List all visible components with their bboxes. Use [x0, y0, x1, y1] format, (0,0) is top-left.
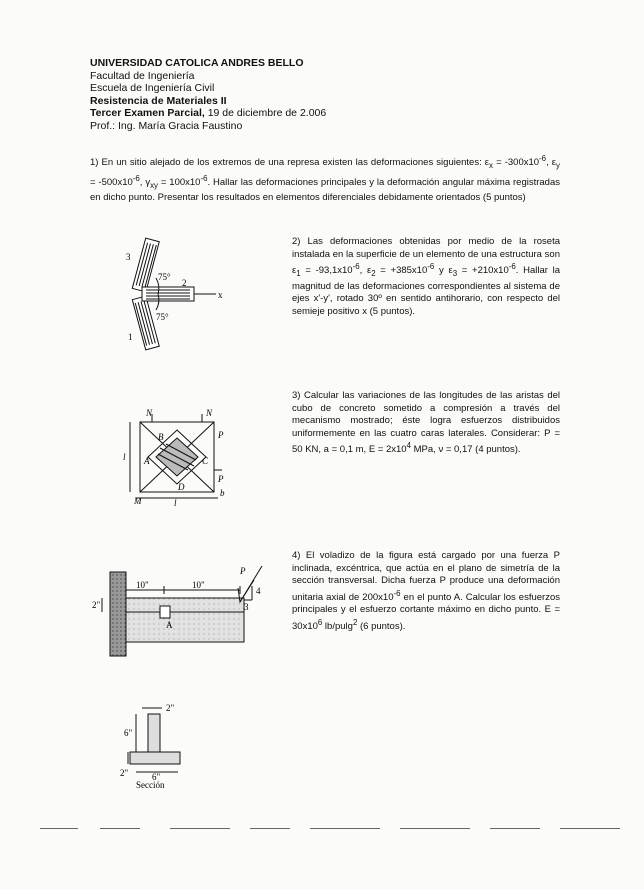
gauge-1-label: 1 — [128, 332, 133, 342]
t-section-figure — [120, 702, 216, 792]
problem-4-text: 4) El voladizo de la figura está cargado por una fuerza P inclinada, excéntrica, que actúa en el plano de simetría de la sección transversal. Dicha fuerza P produce una deformación unitaria axial de $200x10^{-6}$ en el punto A. Calcular los esfuerzos principales y el esfuerzo cortante máximo en dicho punto. $E = 30x10^6$ lb/pulg$^2$ (6 puntos). — [292, 550, 560, 632]
gauge-2-label: 2 — [182, 278, 187, 288]
scan-dash — [310, 828, 380, 829]
exam-line — [90, 107, 326, 120]
section-thick-dim: 2" — [120, 768, 129, 778]
exam-label: Tercer Examen Parcial, — [90, 107, 205, 119]
section-web-dim: 6" — [124, 728, 133, 738]
school-name: Escuela de Ingeniería Civil — [90, 82, 215, 94]
scan-dash — [560, 828, 620, 829]
problem-1-text: 1) En un sitio alejado de los extremos de una represa existen las deformaciones siguientes: $\varepsilon_x = -300x10^{-6}$, $\varepsilon_y = -500x10^{-6}$, $\gamma_{xy} = 100x10^{-6}$. Hallar las deformaciones principales y la deformación angular máxima registradas en dicho punto. Presentar los resultados en elementos diferenciales debidamente orientados (5 puntos) — [90, 154, 560, 204]
section-flange-dim: 6" — [152, 772, 161, 782]
scan-dash — [170, 828, 230, 829]
cube-mechanism-figure — [122, 408, 232, 508]
m-label: M — [134, 496, 142, 506]
p-label-bottom: P — [218, 474, 224, 484]
cantilever-figure — [92, 562, 272, 682]
exam-date: 19 de diciembre de 2.006 — [204, 107, 327, 119]
section-caption: Sección — [136, 780, 165, 790]
problem-2-text: 2) Las deformaciones obtenidas por medio de la roseta instalada en la superficie de un elemento de una estructura son $\varepsilon_1 = -93,1x10^{-6}$, $\varepsilon_2 = +385x10^{-6}$ y $\varepsilon_3 = +210x10^{-6}$. Hallar la magnitud de las deformaciones correspondientes al sistema de ejes x'-y', rotado 30º en sentido antihorario, con respecto del semieje positivo x (5 puntos). — [292, 236, 561, 317]
c-label: C — [202, 456, 209, 466]
slope-4-label: 4 — [256, 586, 261, 596]
n-label-right: N — [206, 408, 213, 418]
dim-2-left: 2" — [92, 600, 101, 610]
faculty-name: Facultad de Ingeniería — [90, 69, 195, 82]
rosette-figure — [112, 236, 242, 346]
scan-dash — [400, 828, 470, 829]
a-label: A — [144, 456, 150, 466]
exam-header — [90, 57, 326, 132]
angle-top-label: 75° — [158, 272, 171, 282]
point-a-label: A — [166, 620, 173, 630]
b-label: B — [158, 432, 164, 442]
x-axis-label: x — [218, 290, 223, 300]
problem-3-text: 3) Calcular las variaciones de las longitudes de las aristas del cubo de concreto sometido a compresión a través del mecanismo mostrado; éste logra esfuerzos distribuidos uniformemente en las cuatro caras laterales. Considerar: P = 50 KN, a = 0,1 m, $E = 2x10^4$ MPa, ν = 0,17 (4 puntos). — [292, 390, 560, 456]
professor-name: Prof.: Ing. María Gracia Faustino — [90, 119, 243, 132]
l-bottom-label: l — [174, 498, 177, 508]
dim-10-right: 10" — [192, 580, 205, 590]
force-p-label: P — [240, 566, 246, 576]
gauge-3-label: 3 — [126, 252, 131, 262]
section-top-dim: 2" — [166, 703, 175, 713]
course-name: Resistencia de Materiales II — [90, 94, 227, 107]
scan-dash — [250, 828, 290, 829]
angle-bottom-label: 75° — [156, 312, 169, 322]
p-label-top: P — [218, 430, 224, 440]
scan-dash — [40, 828, 78, 829]
slope-3-label: 3 — [244, 602, 249, 612]
scan-dash — [100, 828, 140, 829]
scan-dash — [490, 828, 540, 829]
university-name: UNIVERSIDAD CATOLICA ANDRES BELLO — [90, 57, 304, 69]
n-label-left: N — [146, 408, 153, 418]
d-label: D — [178, 482, 185, 492]
dim-10-left: 10" — [136, 580, 149, 590]
l-left-label: l — [123, 452, 126, 462]
b-small-label: b — [220, 488, 225, 498]
